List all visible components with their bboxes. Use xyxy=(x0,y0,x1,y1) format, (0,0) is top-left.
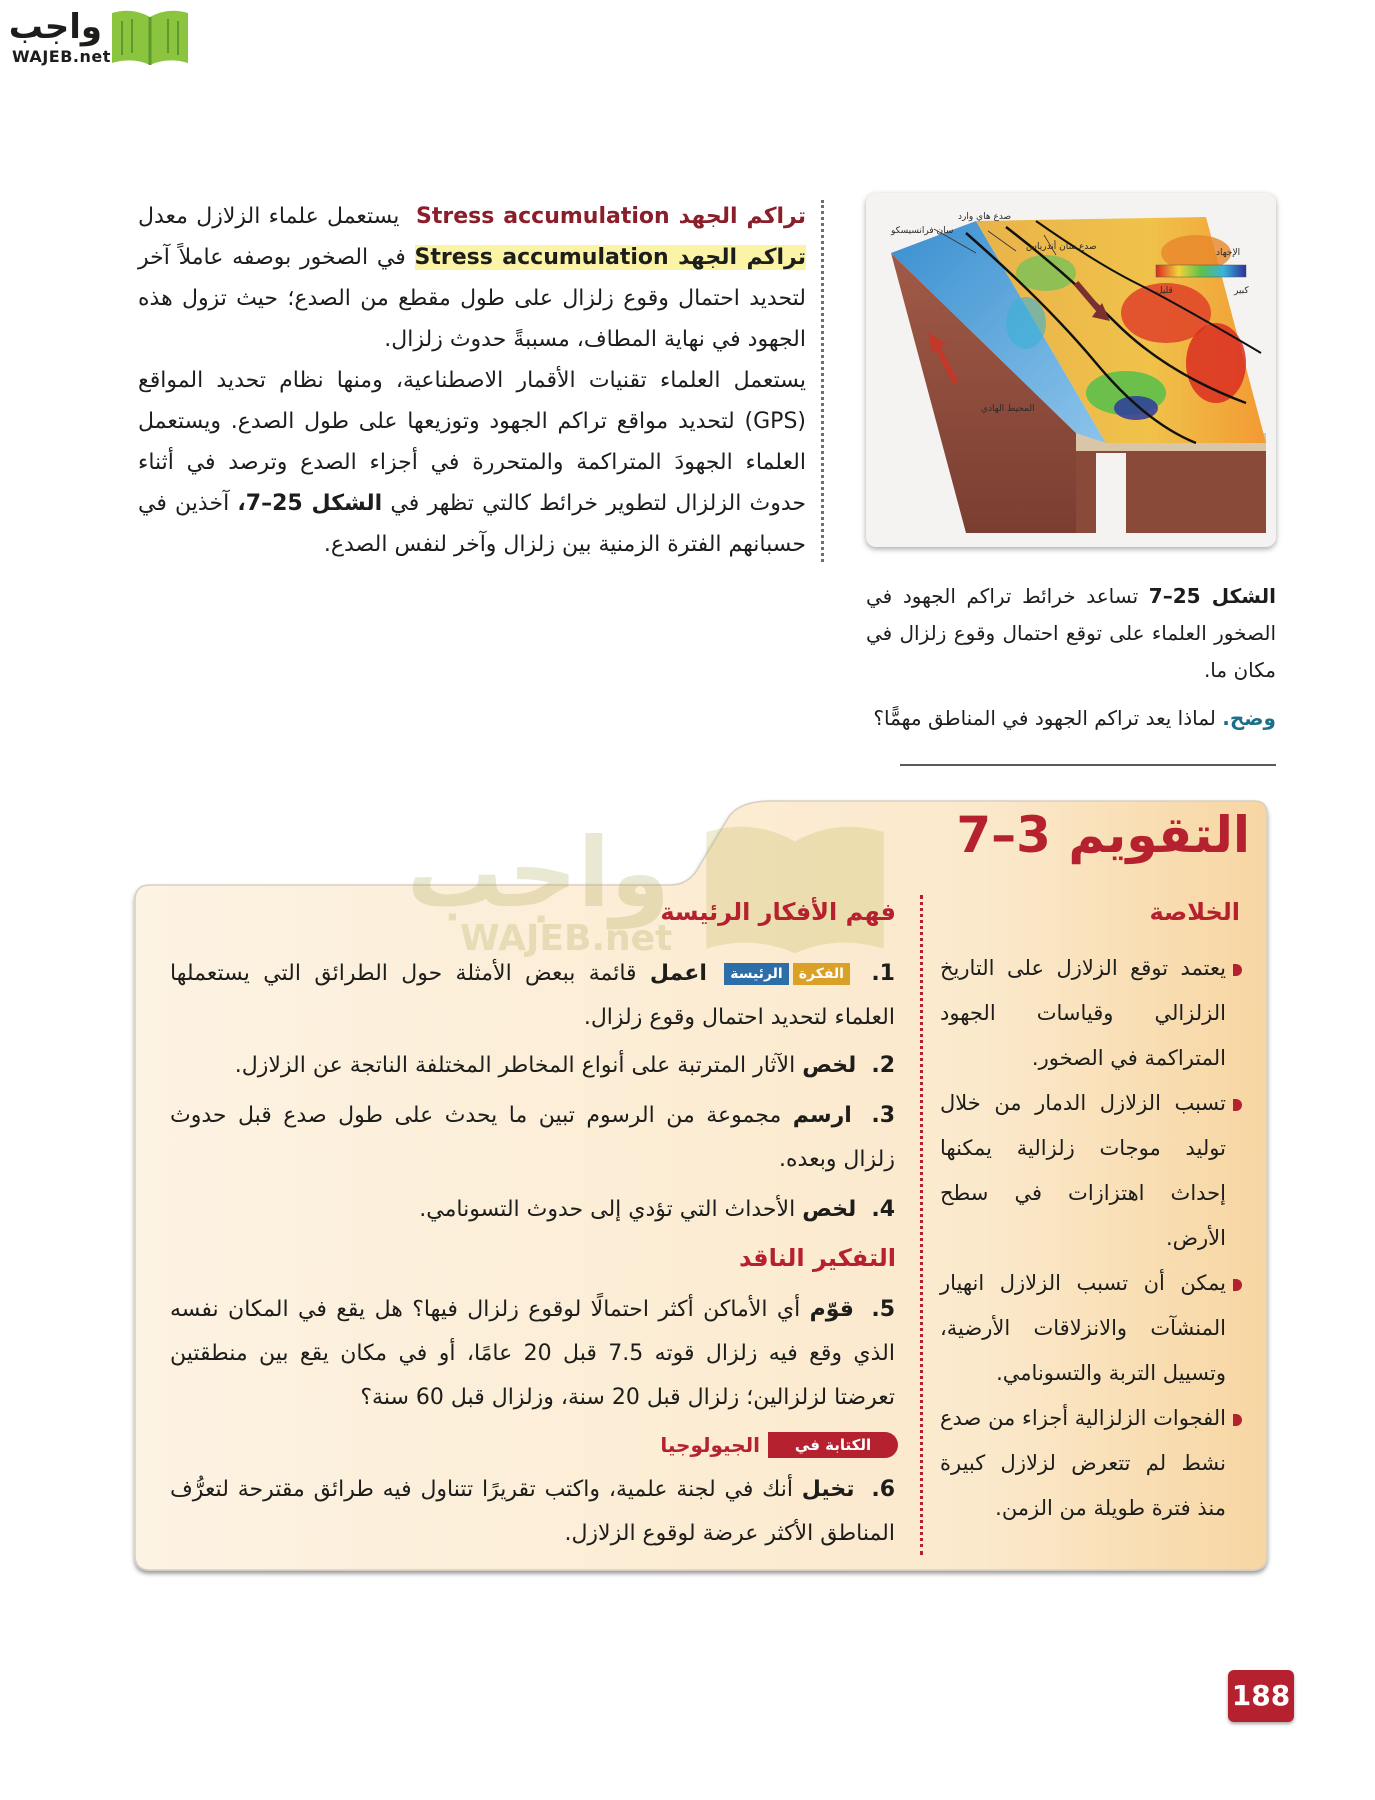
summary-title: الخلاصة xyxy=(1149,898,1240,926)
figure-caption xyxy=(866,578,1276,689)
question-4: 4. لخص الأحداث التي تؤدي إلى حدوث التسونامي. xyxy=(419,1197,895,1222)
summary-item: تسبب الزلازل الدمار من خلال توليد موجات زلزالية يمكنها إحداث اهتزازات في سطح الأرض. xyxy=(940,1081,1240,1261)
idea-tag: الفكرة xyxy=(793,963,850,985)
legend-low: قليل xyxy=(1156,286,1173,296)
site-logo[interactable] xyxy=(8,5,192,69)
paragraph-2: يستعمل العلماء تقنيات الأقمار الاصطناعية، ومنها نظام تحديد المواقع (GPS) لتحديد مواقع تراكم الجهود وتوزيعها على طول الصدع. ويستعمل العلماء الجهودَ المتراكمة والمتحررة في أجزاء الصدع وترصد في أثناء حدوث الزلزال لتطوير خرائط كالتي تظهر في الشكل 25–7، آخذين في حسبانهم الفترة الزمنية بين زلزال وآخر لنفس الصدع. xyxy=(138,368,806,557)
fault-block-diagram xyxy=(866,193,1276,547)
question-3: 3. ارسم مجموعة من الرسوم تبين ما يحدث على طول صدع قبل حدوث زلزال وبعده. xyxy=(170,1103,896,1172)
label-san-andreas: صدع سان أندرياس xyxy=(1026,242,1097,252)
question-verb: وضح. xyxy=(1222,706,1276,730)
paragraph-1 xyxy=(138,196,806,360)
caption-text: تساعد خرائط تراكم الجهود في الصخور العلماء على توقع احتمال وقوع زلزال في مكان ما. xyxy=(866,584,1276,682)
figure-reference[interactable]: الشكل 25–7، xyxy=(237,491,383,516)
stress-map-figure xyxy=(866,193,1276,547)
question-1: 1. الفكرةالرئيسة اعمل قائمة ببعض الأمثلة حول الطرائق التي يستعملها العلماء لتحديد احتمال وقوع زلزال. xyxy=(170,961,895,1030)
legend-title: الإجهاد xyxy=(1216,248,1241,258)
caption-number: الشكل 25–7 xyxy=(1148,584,1276,608)
legend-high: كبير xyxy=(1234,286,1249,296)
writing-in-geology-banner xyxy=(630,1432,898,1458)
page-number: 188 xyxy=(1228,1670,1294,1722)
logo-name: واجب xyxy=(8,7,102,47)
logo-site: WAJEB.net xyxy=(12,47,111,66)
watermark-name: واجب xyxy=(406,817,670,929)
writing-subject: الجيولوجيا xyxy=(660,1433,760,1457)
question-2: 2. لخص الآثار المترتبة على أنواع المخاطر المختلفة الناتجة عن الزلازل. xyxy=(234,1053,895,1078)
label-san-francisco: سان فرانسيسكو xyxy=(891,226,954,236)
column-divider xyxy=(821,200,824,562)
question-5: 5. قوّم أي الأماكن أكثر احتمالًا لوقوع زلزال فيها؟ هل يقع في المكان نفسه الذي وقع فيه زلزال قوته 7.5 قبل 20 عامًا، أو في مكان يقع بين منطقتين تعرضتا لزلزالين؛ زلزال قبل 20 سنة، وزلزال قبل 60 سنة؟ xyxy=(170,1297,895,1410)
writing-label: الكتابة في xyxy=(768,1432,898,1458)
stress-accumulation-section xyxy=(138,196,806,565)
label-pacific: المحيط الهادي xyxy=(981,404,1035,414)
label-hayward: صدع هاي وارد xyxy=(958,212,1012,222)
divider-line xyxy=(900,764,1276,766)
critical-thinking-title: التفكير الناقد xyxy=(739,1244,896,1272)
paragraph-1-start: يستعمل علماء الزلازل معدل xyxy=(138,204,400,229)
summary-list xyxy=(940,946,1240,1531)
stress-scale xyxy=(1156,265,1246,277)
main-ideas-title: فهم الأفكار الرئيسة xyxy=(660,898,896,926)
summary-item: الفجوات الزلزالية أجزاء من صدع نشط لم تتعرض لزلازل كبيرة منذ فترة طويلة من الزمن. xyxy=(940,1396,1240,1531)
summary-item: يعتمد توقع الزلازل على التاريخ الزلزالي وقياسات الجهود المتراكمة في الصخور. xyxy=(940,946,1240,1081)
main-tag: الرئيسة xyxy=(724,963,788,985)
panel-divider xyxy=(920,895,923,1555)
review-title: التقويم 3–7 xyxy=(956,806,1250,864)
watermark-book-icon xyxy=(690,818,900,958)
watermark-site: WAJEB.net xyxy=(460,918,673,959)
question-6: 6. تخيل أنك في لجنة علمية، واكتب تقريرًا تتناول فيه طرائق مقترحة لتعرُّف المناطق الأكثر عرضة لوقوع الزلازل. xyxy=(170,1477,895,1546)
term-heading: تراكم الجهد Stress accumulation xyxy=(416,204,806,229)
figure-question xyxy=(866,700,1276,736)
watermark xyxy=(406,817,940,968)
summary-item: يمكن أن تسبب الزلازل انهيار المنشآت والانزلاقات الأرضية، وتسييل التربة والتسونامي. xyxy=(940,1261,1240,1396)
question-text: لماذا يعد تراكم الجهود في المناطق مهمًّا؟ xyxy=(873,706,1216,730)
paragraph-1-rest: في الصخور بوصفه عاملاً آخر لتحديد احتمال وقوع زلزال على طول مقطع من الصدع؛ حيث تزول هذه الجهود في نهاية المطاف، مسببةً حدوث زلزال. xyxy=(138,245,806,352)
term-highlight: تراكم الجهد Stress accumulation xyxy=(414,245,806,270)
book-icon xyxy=(108,7,192,67)
